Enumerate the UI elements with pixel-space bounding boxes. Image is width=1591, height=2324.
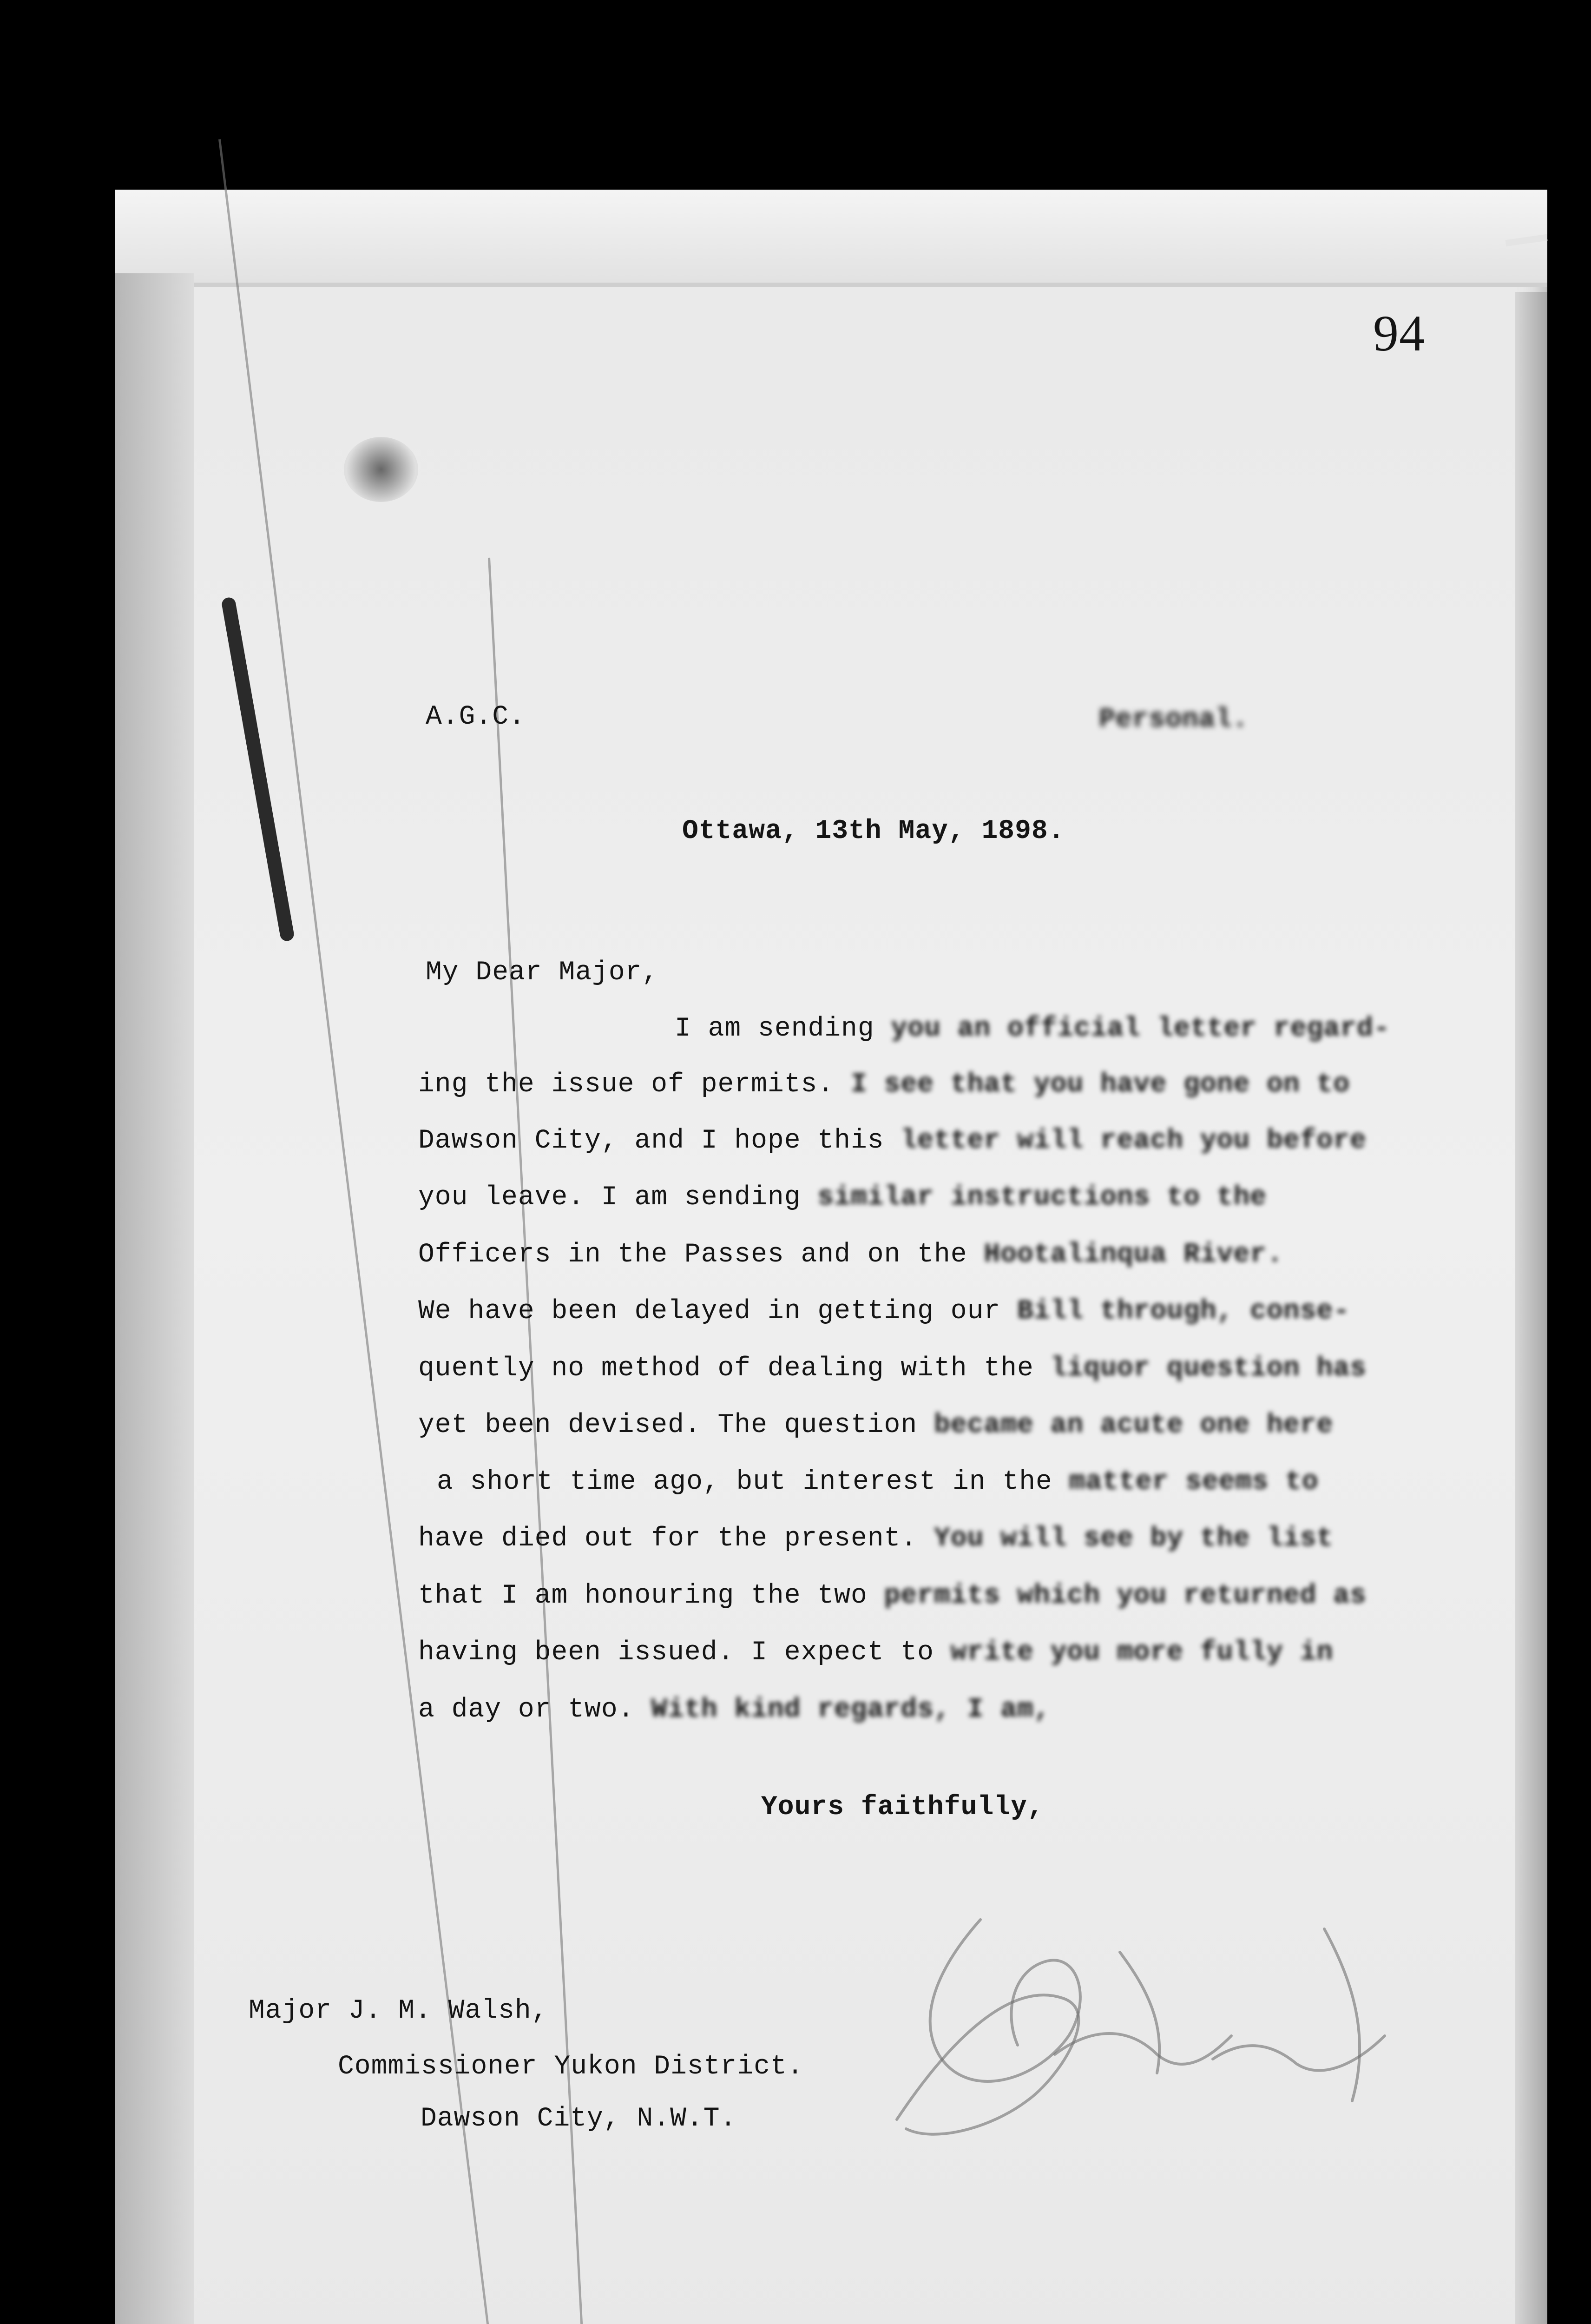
body-text: have died out for the present. xyxy=(418,1524,934,1554)
body-text-blurred: write you more fully in xyxy=(950,1637,1334,1668)
dateline: Ottawa, 13th May, 1898. xyxy=(682,816,1065,846)
body-text: quently no method of dealing with the xyxy=(418,1353,1051,1384)
sheet-left-strip xyxy=(115,273,194,2324)
body-text-blurred: permits which you returned as xyxy=(884,1581,1367,1611)
body-text: having been issued. I expect to xyxy=(418,1637,951,1668)
body-text: yet been devised. The question xyxy=(418,1410,934,1440)
body-text: Dawson City, and I hope this xyxy=(418,1126,901,1156)
ink-blot xyxy=(344,437,418,502)
body-line xyxy=(418,1639,1333,1666)
recipient-name: Major J. M. Walsh, xyxy=(249,1996,548,2026)
body-text: I am sending xyxy=(675,1014,891,1044)
body-line xyxy=(675,1016,1390,1043)
handwritten-signature xyxy=(860,1859,1464,2185)
body-line xyxy=(418,1128,1367,1155)
body-line xyxy=(418,1412,1333,1439)
body-text-blurred: became an acute one here xyxy=(934,1410,1334,1440)
body-text: you leave. I am sending xyxy=(418,1182,818,1213)
body-text-blurred: liquor question has xyxy=(1050,1353,1367,1384)
body-line xyxy=(418,1071,1350,1098)
sheet-top-band xyxy=(115,190,1547,287)
body-text-blurred: I see that you have gone on to xyxy=(850,1070,1350,1100)
body-line xyxy=(418,1241,1283,1268)
body-text-blurred: With kind regards, I am, xyxy=(651,1695,1051,1725)
body-text: a day or two. xyxy=(418,1695,651,1725)
body-text-blurred: letter will reach you before xyxy=(901,1126,1367,1156)
body-line xyxy=(418,1697,1051,1723)
recipient-location: Dawson City, N.W.T. xyxy=(421,2104,737,2134)
body-line xyxy=(418,1298,1350,1325)
body-text-blurred: Hootalinqua River. xyxy=(984,1240,1283,1270)
body-text: Officers in the Passes and on the xyxy=(418,1240,984,1270)
body-text-blurred: you an official letter regard- xyxy=(891,1014,1390,1044)
body-text: We have been delayed in getting our xyxy=(418,1296,1018,1327)
body-text: that I am honouring the two xyxy=(418,1581,884,1611)
salutation: My Dear Major, xyxy=(426,957,659,988)
body-text-blurred: matter seems to xyxy=(1069,1467,1319,1497)
body-line xyxy=(418,1184,1267,1211)
sheet-right-edge xyxy=(1515,292,1547,2324)
body-text: ing the issue of permits. xyxy=(418,1070,851,1100)
recipient-title: Commissioner Yukon District. xyxy=(338,2052,804,2082)
closing: Yours faithfully, xyxy=(761,1792,1044,1822)
body-line xyxy=(437,1469,1319,1496)
body-line xyxy=(418,1525,1333,1552)
reference-code: A.G.C. xyxy=(426,702,526,732)
personal-mark: Personal. xyxy=(1099,705,1249,735)
body-text: a short time ago, but interest in the xyxy=(437,1467,1069,1497)
body-text-blurred: You will see by the list xyxy=(934,1524,1334,1554)
body-text-blurred: similar instructions to the xyxy=(817,1182,1267,1213)
body-line xyxy=(418,1355,1367,1382)
page-number: 94 xyxy=(1373,305,1425,362)
body-line xyxy=(418,1583,1367,1610)
body-text-blurred: Bill through, conse- xyxy=(1017,1296,1350,1327)
